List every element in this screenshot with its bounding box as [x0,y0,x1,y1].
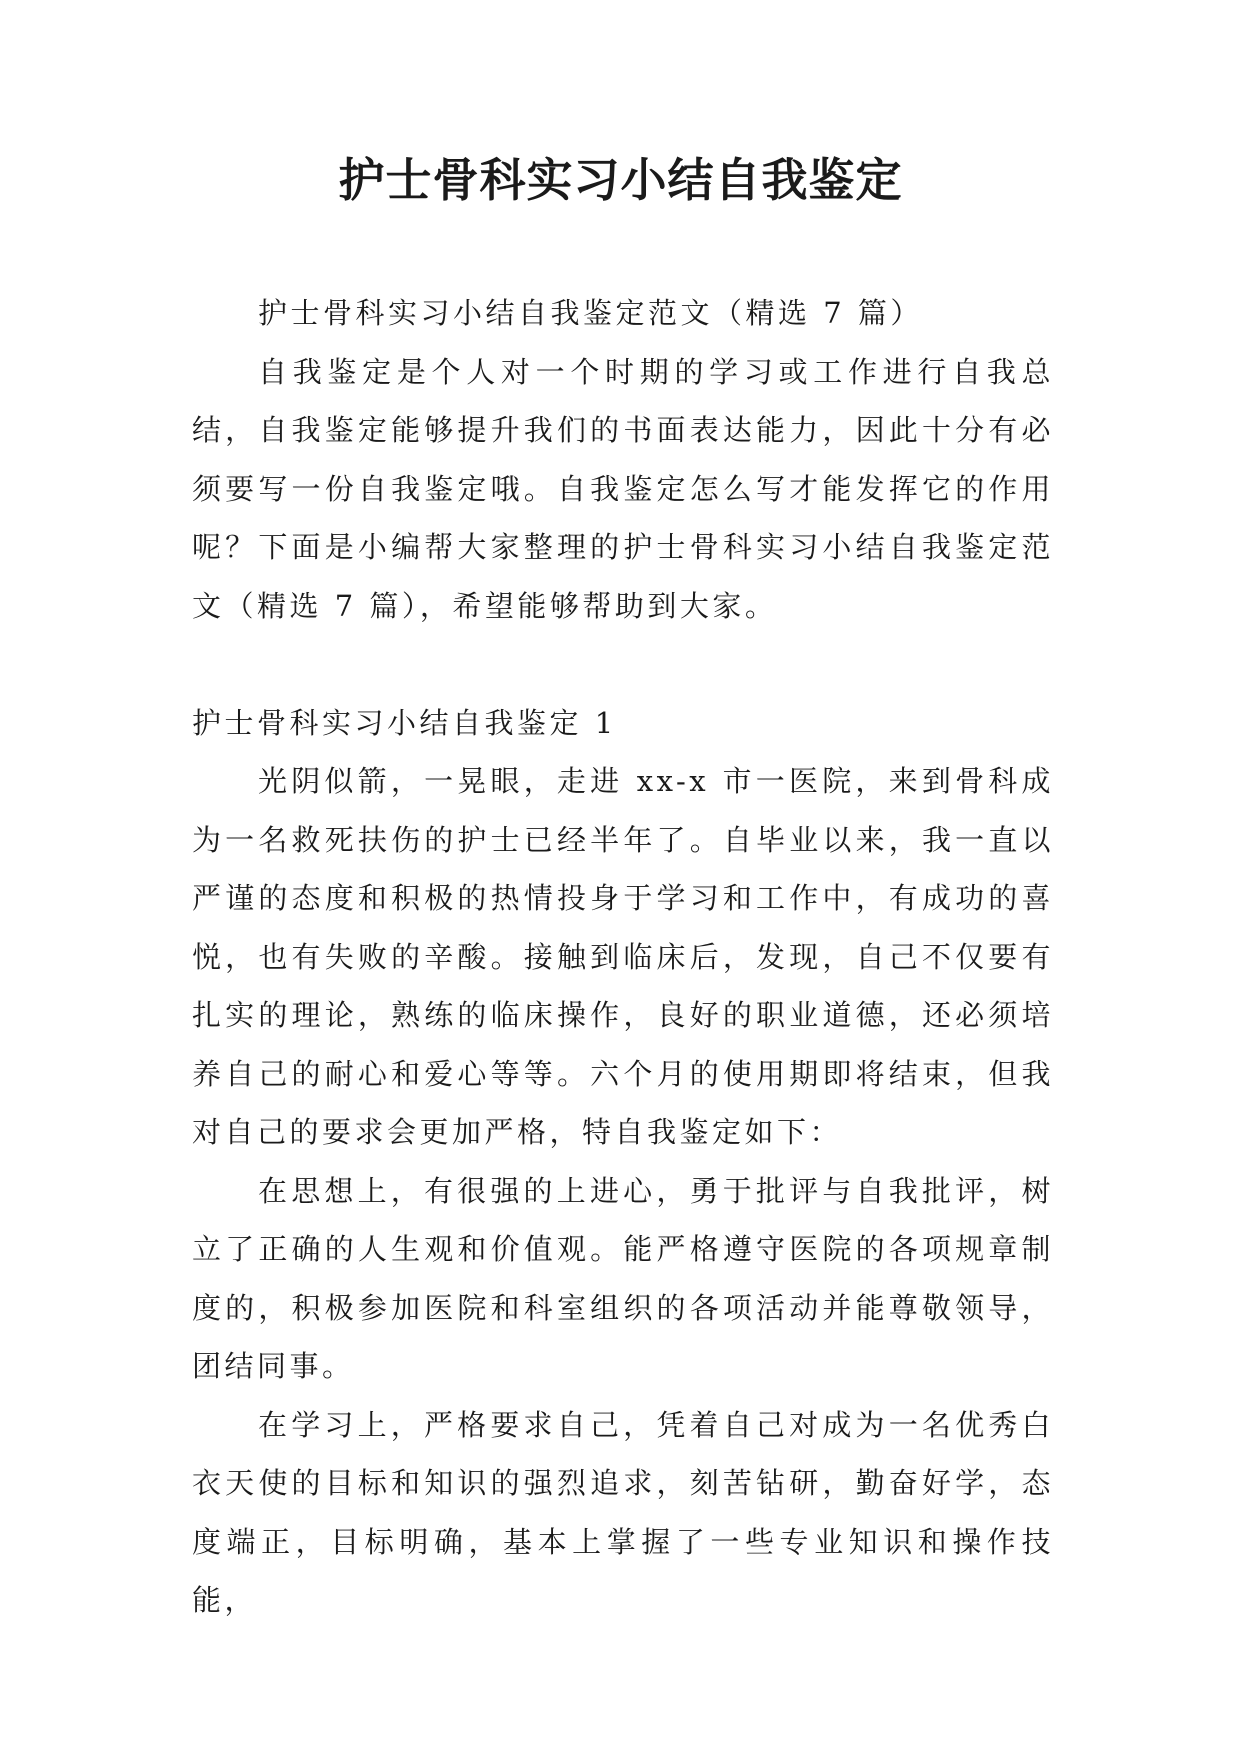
document-subtitle: 护士骨科实习小结自我鉴定范文（精选 7 篇） [258,296,923,330]
document-body [192,284,1054,1630]
body-paragraph: 在思想上，有很强的上进心，勇于批评与自我批评，树立了正确的人生观和价值观。能严格遵守医院的各项规章制度的，积极参加医院和科室组织的各项活动并能尊敬领导，团结同事。 [192,1173,1054,1383]
intro-paragraph: 自我鉴定是个人对一个时期的学习或工作进行自我总结，自我鉴定能够提升我们的书面表达能力，因此十分有必须要写一份自我鉴定哦。自我鉴定怎么写才能发挥它的作用呢？下面是小编帮大家整理的护士骨科实习小结自我鉴定范文（精选 7 篇），希望能够帮助到大家。 [192,354,1054,623]
section-heading: 护士骨科实习小结自我鉴定 1 [192,705,617,740]
document-title: 护士骨科实习小结自我鉴定 [338,153,903,207]
paragraph-gap [192,635,1054,694]
body-paragraph: 在学习上，严格要求自己，凭着自己对成为一名优秀白衣天使的目标和知识的强烈追求，刻苦钻研，勤奋好学，态度端正，目标明确，基本上掌握了一些专业知识和操作技能， [192,1407,1054,1617]
body-paragraph: 光阴似箭，一晃眼，走进 xx-x 市一医院，来到骨科成为一名救死扶伤的护士已经半年了。自毕业以来，我一直以严谨的态度和积极的热情投身于学习和工作中，有成功的喜悦，也有失败的辛酸。接触到临床后，发现，自己不仅要有扎实的理论，熟练的临床操作，良好的职业道德，还必须培养自己的耐心和爱心等等。六个月的使用期即将结束，但我对自己的要求会更加严格，特自我鉴定如下： [192,764,1054,1149]
